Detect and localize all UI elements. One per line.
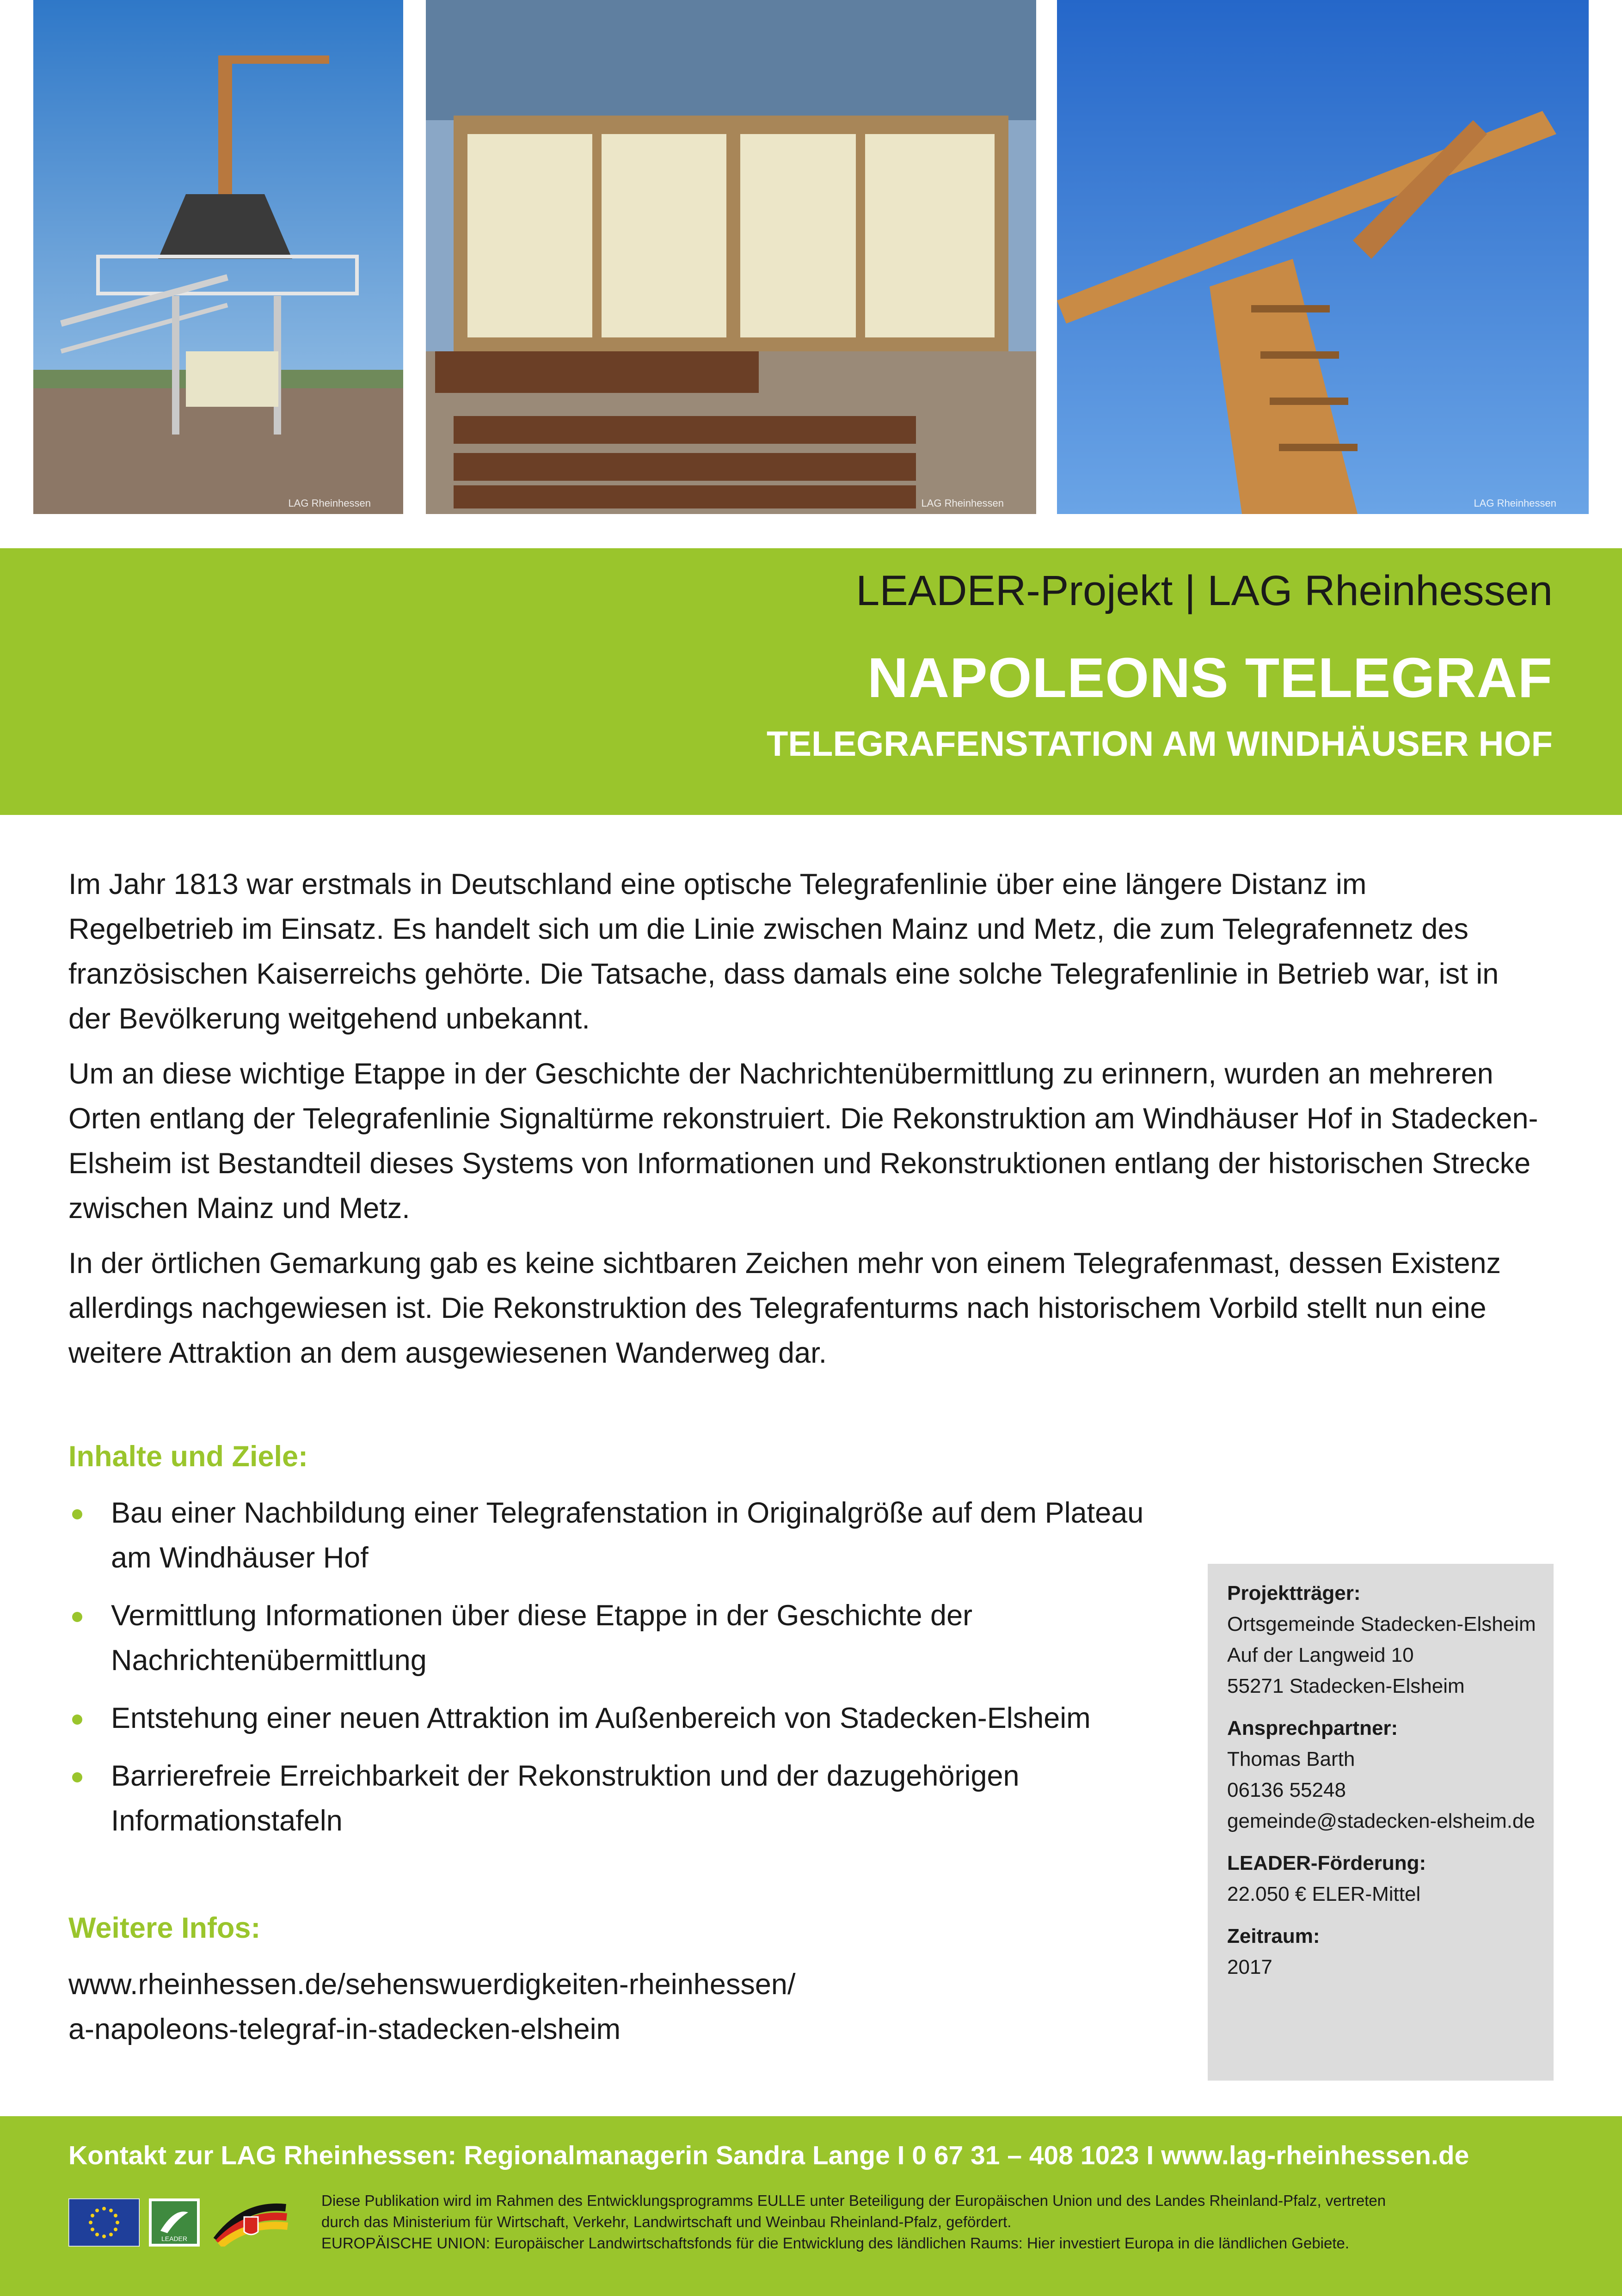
sponsor-label: Projektträger: <box>1227 1582 1361 1604</box>
goals-heading: Inhalte und Ziele: <box>68 1440 308 1473</box>
project-info-box <box>1208 1564 1554 2081</box>
url-line[interactable]: a-napoleons-telegraf-in-stadecken-elsheim <box>68 2013 621 2045</box>
footer-disclaimer: Diese Publikation wird im Rahmen des Entwicklungsprogramms EULLE unter Beteiligung der Europäischen Union und des Landes Rheinland-Pfalz, vertreten durch das Ministerium für Wirtschaft, Verkehr, Landwirtschaft und Weinbau Rheinland-Pfalz, gefördert. EUROPÄISCHE UNION: Europäischer Landwirtschaftsfonds für die Entwicklung des ländlichen Raums: Hier investiert Europa in die ländlichen Gebiete. <box>321 2192 1386 2252</box>
sponsor-city: 55271 Stadecken-Elsheim <box>1227 1675 1465 1697</box>
header-band <box>0 548 1622 815</box>
goals-list <box>68 1491 1160 1856</box>
funding-value: 22.050 € ELER-Mittel <box>1227 1883 1421 1905</box>
more-info-link[interactable] <box>68 1962 795 2052</box>
intro-paragraph: Im Jahr 1813 war erstmals in Deutschland eine optische Telegrafenlinie über eine längere Distanz im Regelbetrieb im Einsatz. Es handelt sich um die Linie zwischen Mainz und Metz, die zum Telegrafennetz des französischen Kaiserreichs gehörte. Die Tatsache, dass damals eine solche Telegrafenlinie in Betrieb war, ist in der Bevölkerung weitgehend unbekannt. <box>68 868 1499 1035</box>
period-label: Zeitraum: <box>1227 1925 1320 1947</box>
contact-label: Ansprechpartner: <box>1227 1717 1398 1739</box>
photo-credit: LAG Rheinhessen <box>1474 497 1556 509</box>
boards-illustration <box>426 0 1036 514</box>
photo-info-boards <box>426 0 1036 514</box>
intro-paragraph: In der örtlichen Gemarkung gab es keine sichtbaren Zeichen mehr von einem Telegrafenmast, dessen Existenz allerdings nachgewiesen ist. Die Rekonstruktion des Telegrafenturms nach historischem Vorbild stellt nun eine weitere Attraktion an dem ausgewiesenen Wanderweg dar. <box>68 1247 1501 1369</box>
project-kicker: LEADER-Projekt | LAG Rheinhessen <box>856 567 1553 614</box>
leader-logo-icon <box>149 2198 200 2247</box>
list-item: Vermittlung Informationen über diese Etappe in der Geschichte der Nachrichtenübermittlung <box>68 1593 1160 1683</box>
footer-contact: Kontakt zur LAG Rheinhessen: Regionalmanagerin Sandra Lange I 0 67 31 – 408 1023 I www.lag-rheinhessen.de <box>68 2141 1469 2170</box>
tower-illustration <box>33 0 403 514</box>
photo-signal-arm <box>1057 0 1589 514</box>
photo-telegraph-tower <box>33 0 403 514</box>
photo-credit: LAG Rheinhessen <box>921 497 1004 509</box>
intro-text <box>68 862 1539 1386</box>
eu-flag-icon <box>68 2198 140 2247</box>
contact-email[interactable]: gemeinde@stadecken-elsheim.de <box>1227 1810 1535 1832</box>
contact-phone: 06136 55248 <box>1227 1779 1346 1801</box>
bullet-icon <box>72 1714 82 1725</box>
bullet-icon <box>72 1772 82 1782</box>
page-title: NAPOLEONS TELEGRAF <box>867 646 1553 709</box>
footer <box>0 2116 1622 2296</box>
intro-paragraph: Um an diese wichtige Etappe in der Geschichte der Nachrichtenübermittlung zu erinnern, wurden an mehreren Orten entlang der Telegrafenlinie Signaltürme rekonstruiert. Die Rekonstruktion am Windhäuser Hof in Stadecken-Elsheim ist Bestandteil dieses Systems von Informationen und Rekonstruktionen entlang der historischen Strecke zwischen Mainz und Metz. <box>68 1058 1538 1225</box>
svg-text:LEADER: LEADER <box>161 2235 188 2242</box>
list-item: Barrierefreie Erreichbarkeit der Rekonstruktion und der dazugehörigen Informationstafeln <box>68 1754 1160 1843</box>
bullet-icon <box>72 1612 82 1622</box>
funding-label: LEADER-Förderung: <box>1227 1852 1426 1874</box>
sponsor-street: Auf der Langweid 10 <box>1227 1644 1414 1666</box>
contact-name: Thomas Barth <box>1227 1748 1355 1770</box>
bullet-icon <box>72 1509 82 1519</box>
period-value: 2017 <box>1227 1956 1272 1978</box>
page-subtitle: TELEGRAFENSTATION AM WINDHÄUSER HOF <box>766 724 1553 764</box>
url-line[interactable]: www.rheinhessen.de/sehenswuerdigkeiten-rheinhessen/ <box>68 1968 796 2001</box>
photo-credit: LAG Rheinhessen <box>288 497 371 509</box>
list-item: Entstehung einer neuen Attraktion im Außenbereich von Stadecken-Elsheim <box>68 1696 1160 1741</box>
signal-arm-illustration <box>1057 0 1589 514</box>
more-info-heading: Weitere Infos: <box>68 1912 261 1944</box>
rlp-logo-icon <box>212 2198 290 2247</box>
sponsor-name: Ortsgemeinde Stadecken-Elsheim <box>1227 1613 1536 1635</box>
list-item: Bau einer Nachbildung einer Telegrafenstation in Originalgröße auf dem Plateau am Windhäuser Hof <box>68 1491 1160 1580</box>
